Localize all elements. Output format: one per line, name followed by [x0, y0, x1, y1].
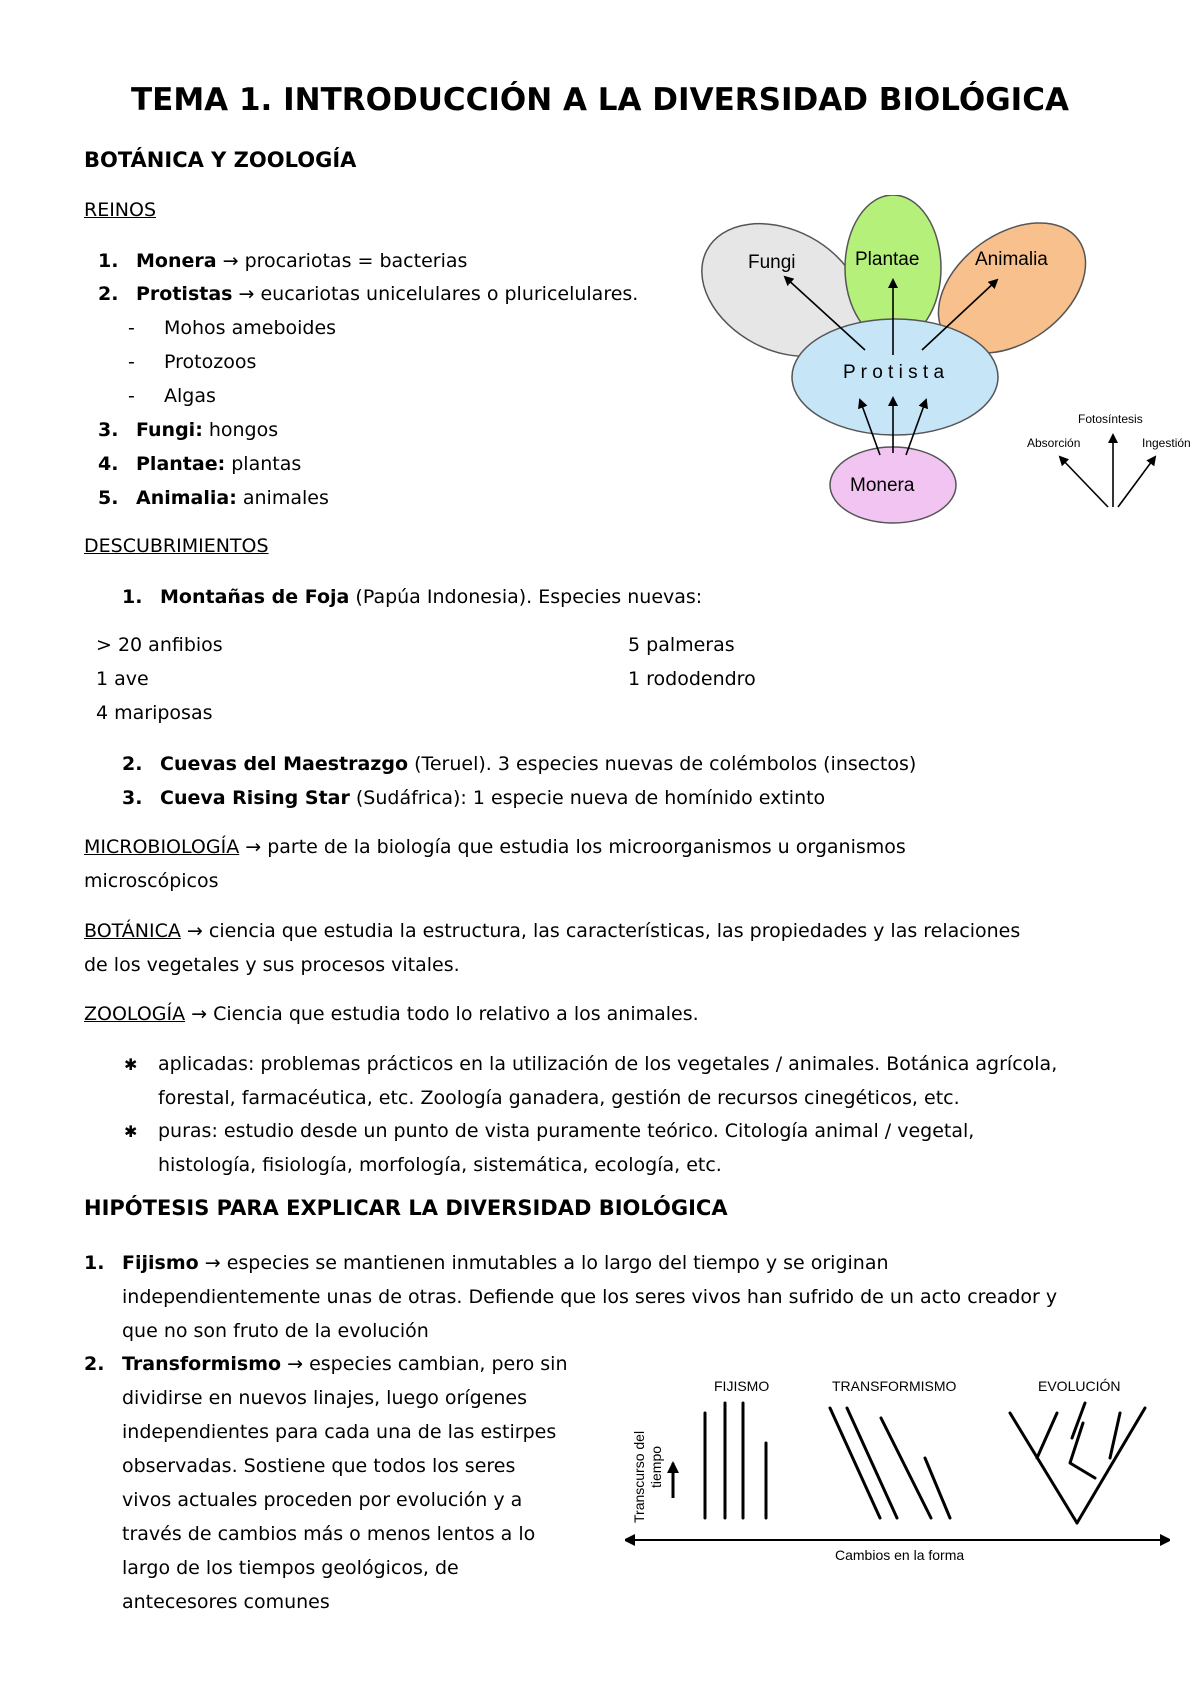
list-number: 3.	[122, 787, 143, 809]
protista-subitem-algas	[128, 379, 216, 413]
transformismo-line-7: largo de los tiempos geológicos, de	[122, 1557, 459, 1579]
place-name: Cuevas del Maestrazgo	[160, 753, 409, 775]
star-bullet-icon: ✱	[124, 1122, 138, 1141]
subitem-text: Protozoos	[164, 351, 257, 373]
reino-description: animales	[242, 487, 329, 509]
descubrimiento-item-rising-star	[122, 781, 825, 815]
transformismo-line-2: dividirse en nuevos linajes, luego orígenes	[122, 1387, 528, 1409]
reino-description: hongos	[208, 419, 279, 441]
evolucion-tree	[1077, 1408, 1145, 1523]
definition-botanica-cont: de los vegetales y sus procesos vitales.	[84, 954, 460, 976]
transformismo-lineage	[881, 1418, 931, 1518]
bullet-text: aplicadas: problemas prácticos en la utilización de los vegetales / animales. Botánica agrícola,	[158, 1053, 1058, 1075]
bullet-text: puras: estudio desde un punto de vista puramente teórico. Citología animal / vegetal,	[158, 1120, 975, 1142]
bullet-aplicadas	[124, 1047, 1057, 1082]
transformismo-lineage	[925, 1458, 950, 1518]
reino-description: plantas	[231, 453, 302, 475]
hipotesis-name: Fijismo	[122, 1252, 199, 1274]
transformismo-diagram-label: TRANSFORMISMO	[832, 1378, 957, 1394]
protista-subitem-protozoos	[128, 345, 256, 379]
evolucion-diagram-label: EVOLUCIÓN	[1038, 1378, 1121, 1394]
list-number: 5.	[98, 487, 119, 509]
y-axis-label: Transcurso del	[631, 1430, 647, 1523]
transformismo-line-4: observadas. Sostiene que todos los seres	[122, 1455, 516, 1477]
transformismo-line-5: vivos actuales proceden por evolución y a	[122, 1489, 523, 1511]
reino-item-monera	[98, 244, 467, 278]
hipotesis-name: Transformismo	[122, 1353, 282, 1375]
legend-arrow-absorcion	[1060, 457, 1108, 507]
list-number: 1.	[84, 1252, 105, 1274]
legend-absorcion-label: Absorción	[1027, 436, 1081, 450]
bullet-puras-cont: histología, fisiología, morfología, sistemática, ecología, etc.	[158, 1154, 722, 1176]
hipotesis-item-transformismo	[84, 1347, 568, 1381]
list-number: 4.	[98, 453, 119, 475]
definition-zoologia	[84, 997, 699, 1031]
reino-item-protistas	[98, 277, 638, 311]
arrow-glyph: →	[238, 283, 255, 305]
reino-description: procariotas = bacterias	[244, 250, 468, 272]
place-description: (Papúa Indonesia). Especies nuevas:	[355, 586, 703, 608]
hipotesis-item-fijismo	[84, 1246, 889, 1280]
species-right-2: 1 rododendro	[628, 668, 756, 690]
legend-fotosintesis-label: Fotosíntesis	[1078, 412, 1143, 426]
animalia-label: Animalia	[975, 249, 1048, 270]
arrow-glyph: →	[222, 250, 239, 272]
list-number: 3.	[98, 419, 119, 441]
plantae-label: Plantae	[855, 249, 920, 270]
list-number: 2.	[122, 753, 143, 775]
dash: -	[128, 317, 135, 339]
kingdom-diagram	[700, 195, 1200, 535]
fungi-label: Fungi	[748, 252, 796, 273]
reino-name: Monera	[136, 250, 217, 272]
dash: -	[128, 351, 135, 373]
place-name: Cueva Rising Star	[160, 787, 350, 809]
reino-item-animalia	[98, 481, 329, 515]
bullet-aplicadas-cont: forestal, farmacéutica, etc. Zoología ganadera, gestión de recursos cinegéticos, etc.	[158, 1087, 960, 1109]
definition-text: → parte de la biología que estudia los microorganismos u organismos	[245, 836, 906, 858]
transformismo-line-6: través de cambios más o menos lentos a lo	[122, 1523, 536, 1545]
fijismo-diagram-label: FIJISMO	[714, 1378, 770, 1394]
evolucion-tree	[1037, 1413, 1057, 1458]
list-number: 1.	[122, 586, 143, 608]
reino-description: eucariotas unicelulares o pluricelulares.	[260, 283, 639, 305]
list-number: 1.	[98, 250, 119, 272]
definition-text: → Ciencia que estudia todo lo relativo a los animales.	[191, 1003, 699, 1025]
bullet-puras	[124, 1114, 974, 1149]
descubrimiento-item-foja	[122, 580, 702, 614]
reinos-heading: REINOS	[84, 199, 157, 221]
subitem-text: Mohos ameboides	[164, 317, 337, 339]
section-heading-hipotesis: HIPÓTESIS PARA EXPLICAR LA DIVERSIDAD BIOLÓGICA	[84, 1196, 728, 1220]
y-axis-label-2: tiempo	[648, 1445, 664, 1488]
reino-name: Plantae:	[136, 453, 226, 475]
subitem-text: Algas	[164, 385, 216, 407]
species-right-1: 5 palmeras	[628, 634, 735, 656]
monera-label: Monera	[850, 475, 915, 496]
definition-term: ZOOLOGÍA	[84, 1003, 186, 1025]
species-left-2: 1 ave	[96, 668, 149, 690]
star-bullet-icon: ✱	[124, 1055, 138, 1074]
hypotheses-diagram	[625, 1368, 1170, 1568]
hipotesis-text: → especies se mantienen inmutables a lo largo del tiempo y se originan	[204, 1252, 889, 1274]
x-axis-label: Cambios en la forma	[835, 1547, 965, 1563]
reino-name: Protistas	[136, 283, 233, 305]
definition-text: → ciencia que estudia la estructura, las características, las propiedades y las relaciones	[186, 920, 1021, 942]
reino-name: Fungi:	[136, 419, 203, 441]
hipotesis-text: → especies cambian, pero sin	[287, 1353, 568, 1375]
definition-term: MICROBIOLOGÍA	[84, 836, 240, 858]
dash: -	[128, 385, 135, 407]
descubrimientos-heading: DESCUBRIMIENTOS	[84, 535, 269, 557]
species-left-3: 4 mariposas	[96, 702, 213, 724]
transformismo-line-3: independientes para cada una de las estirpes	[122, 1421, 557, 1443]
definition-microbiologia-cont: microscópicos	[84, 870, 219, 892]
list-number: 2.	[98, 283, 119, 305]
place-name: Montañas de Foja	[160, 586, 350, 608]
protista-label: P r o t i s t a	[843, 362, 945, 383]
protista-subitem-mohos	[128, 311, 336, 345]
hipotesis-fijismo-cont-2: que no son fruto de la evolución	[122, 1320, 429, 1342]
legend-arrow-ingestion	[1118, 457, 1155, 507]
species-left-1: > 20 anfibios	[96, 634, 223, 656]
place-description: (Sudáfrica): 1 especie nueva de homínido extinto	[355, 787, 826, 809]
definition-microbiologia	[84, 830, 906, 864]
definition-botanica	[84, 914, 1020, 948]
evolucion-tree	[1010, 1413, 1077, 1523]
descubrimiento-item-maestrazgo	[122, 747, 916, 781]
document-title: TEMA 1. INTRODUCCIÓN A LA DIVERSIDAD BIOLÓGICA	[131, 82, 1069, 118]
reino-name: Animalia:	[136, 487, 237, 509]
list-number: 2.	[84, 1353, 105, 1375]
section-heading-botanica-zoologia: BOTÁNICA Y ZOOLOGÍA	[84, 148, 357, 172]
reino-item-plantae	[98, 447, 301, 481]
place-description: (Teruel). 3 especies nuevas de colémbolos (insectos)	[414, 753, 917, 775]
hipotesis-fijismo-cont-1: independientemente unas de otras. Defiende que los seres vivos han sufrido de un acto creador y	[122, 1286, 1058, 1308]
reino-item-fungi	[98, 413, 278, 447]
definition-term: BOTÁNICA	[84, 920, 181, 942]
transformismo-line-8: antecesores comunes	[122, 1591, 330, 1613]
legend-ingestion-label: Ingestión	[1142, 436, 1191, 450]
